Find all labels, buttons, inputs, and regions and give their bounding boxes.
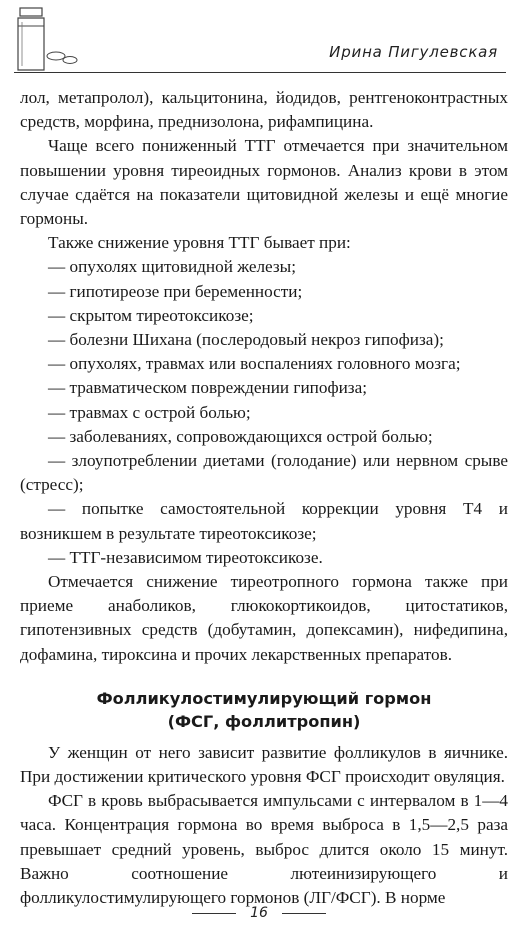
paragraph: Также снижение уровня ТТГ бывает при: xyxy=(48,233,351,253)
list-item: — травматическом повреждении гипофиза; xyxy=(48,378,367,398)
footer-rule-right xyxy=(282,913,326,914)
section-heading-line-2: (ФСГ, фоллитропин) xyxy=(167,711,361,731)
page-number: 16 xyxy=(250,905,268,921)
header-rule xyxy=(14,72,506,73)
paragraph: ФСГ в кровь выбрасывается импульсами с интервалом в 1—4 часа. Концентрация гормона во время выброса в 1,5—2,5 раза превышает средний уровень, выброс длится около 15 минут. Важно соотношение лютеинизирующего и фолликулостимулирующего гормонов (ЛГ/ФСГ). В норме xyxy=(20,791,508,908)
list-item: — болезни Шихана (послеродовый некроз гипофиза); xyxy=(48,330,444,350)
paragraph: лол, метапролол), кальцитонина, йодидов, рентгеноконтрастных средств, морфина, преднизолона, рифампицина. xyxy=(20,88,508,132)
list-item: — ТТГ-независимом тиреотоксикозе. xyxy=(48,547,323,567)
section-heading xyxy=(20,687,508,733)
list-item: — опухолях щитовидной железы; xyxy=(48,257,297,277)
medicine-bottle-icon xyxy=(12,6,82,72)
list-item: — заболеваниях, сопровождающихся острой болью; xyxy=(48,426,433,446)
conditions-list xyxy=(20,255,508,570)
list-item: — попытке самостоятельной коррекции уровня Т4 и возникшем в результате тиреотоксикозе; xyxy=(20,499,508,543)
page-header xyxy=(0,0,518,80)
list-item: — скрытом тиреотоксикозе; xyxy=(48,305,254,325)
paragraph: Чаще всего пониженный ТТГ отмечается при значительном повышении уровня тиреоидных гормонов. Анализ крови в этом случае сдаётся на показатели щитовидной железы и ещё многие гормоны. xyxy=(20,136,508,229)
paragraph: У женщин от него зависит развитие фолликулов в яичнике. При достижении критического уровня ФСГ происходит овуляция. xyxy=(20,742,508,787)
footer-rule-left xyxy=(192,913,236,914)
page-body xyxy=(20,86,508,910)
running-header-author: Ирина Пигулевская xyxy=(329,43,498,61)
section-heading-line-1: Фолликулостимулирующий гормон xyxy=(96,688,432,708)
page-footer xyxy=(0,905,518,921)
list-item: — злоупотреблении диетами (голодание) или нервном срыве (стресс); xyxy=(20,451,508,495)
list-item: — гипотиреозе при беременности; xyxy=(48,281,303,301)
list-item: — опухолях, травмах или воспалениях головного мозга; xyxy=(48,354,461,374)
paragraph: Отмечается снижение тиреотропного гормона также при приеме анаболиков, глюкокортикоидов, цитостатиков, гипотензивных средств (добутамин, допексамин), нифедипина, дофамина, тироксина и прочих лекарственных препаратов. xyxy=(20,572,508,664)
list-item: — травмах с острой болью; xyxy=(48,402,251,422)
